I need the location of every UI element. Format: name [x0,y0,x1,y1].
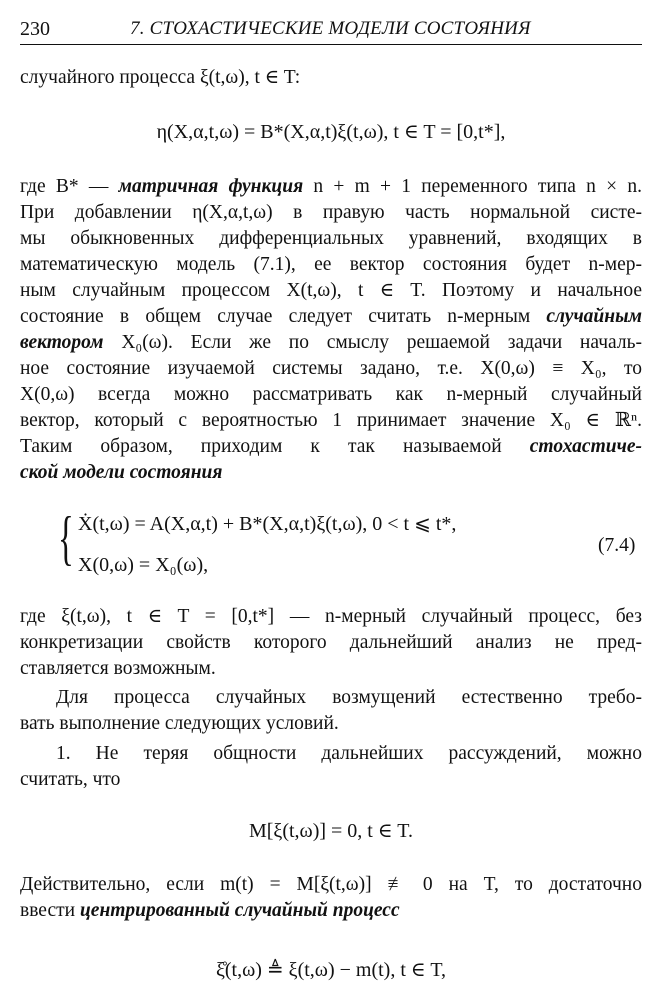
text-line [20,305,642,329]
system-equation-2: X(0,ω) = X₀(ω), [78,554,209,576]
equation-expectation: M[ξ(t,ω)] = 0, t ∈ T. [248,820,414,842]
text-span: Таким образом, приходим к так называемой [20,436,530,457]
text-line: Действительно, если m(t) = M[ξ(t,ω)] ≢ 0 на T, то достаточно [20,874,642,895]
text-line: вать выполнение следующих условий. [20,713,339,734]
paragraph-first-line: Для процесса случайных возмущений естественно требо- [56,687,642,708]
system-brace: { [58,505,74,571]
text-line [20,899,642,923]
emphasis-term: вектором [20,332,104,353]
text-span: состояние в общем случае следует считать n-мерным [20,306,547,327]
emphasis-term: матричная функция [118,176,304,197]
emphasis-term: случайным [546,306,642,327]
text-span: ввести [20,900,80,921]
running-header [20,18,642,45]
emphasis-line: ской модели состояния [20,462,223,483]
text-line: вектор, который с вероятностью 1 принимает значение X₀ ∈ ℝⁿ. [20,410,642,431]
page-number: 230 [20,18,50,40]
text-line [20,331,642,355]
emphasis-term: стохастиче- [529,436,642,457]
text-line: считать, что [20,769,121,790]
text-span: где B* — [20,176,119,197]
text-line: математическую модель (7.1), ее вектор состояния будет n-мер- [20,254,642,275]
text-line: X(0,ω) всегда можно рассматривать как n-мерный случайный [20,384,642,405]
paragraph-first-line: 1. Не теряя общности дальнейших рассуждений, можно [56,743,642,764]
text-line: случайного процесса ξ(t,ω), t ∈ T: [20,67,301,88]
text-span: X₀(ω). Если же по смыслу решаемой задачи началь- [103,332,642,353]
emphasis-term: центрированный случайный процесс [79,900,400,921]
system-equation-1: Ẋ(t,ω) = A(X,α,t) + B*(X,α,t)ξ(t,ω), 0 < t ⩽ t*, [78,513,457,535]
text-line: ное состояние изучаемой системы задано, т.е. X(0,ω) ≡ X₀, то [20,358,642,379]
text-line: ным случайным процессом X(t,ω), t ∈ T. Поэтому и начальное [20,280,642,301]
running-title: 7. СТОХАСТИЧЕСКИЕ МОДЕЛИ СОСТОЯНИЯ [130,18,531,39]
text-line [20,175,642,199]
text-line: При добавлении η(X,α,t,ω) в правую часть нормальной систе- [20,202,642,223]
text-line [20,435,642,459]
text-line: ставляется возможным. [20,658,216,679]
text-line: конкретизации свойств которого дальнейший анализ не пред- [20,632,642,653]
equation-number: (7.4) [598,535,636,556]
text-line: где ξ(t,ω), t ∈ T = [0,t*] — n-мерный случайный процесс, без [20,606,642,627]
text-line: мы обыкновенных дифференциальных уравнений, входящих в [20,228,642,249]
equation-eta: η(X,α,t,ω) = B*(X,α,t)ξ(t,ω), t ∈ T = [0,t*], [156,121,506,143]
text-span: n + m + 1 переменного типа n × n. [303,176,642,197]
equation-centered-process: ξ̊(t,ω) ≜ ξ(t,ω) − m(t), t ∈ T, [215,959,447,981]
